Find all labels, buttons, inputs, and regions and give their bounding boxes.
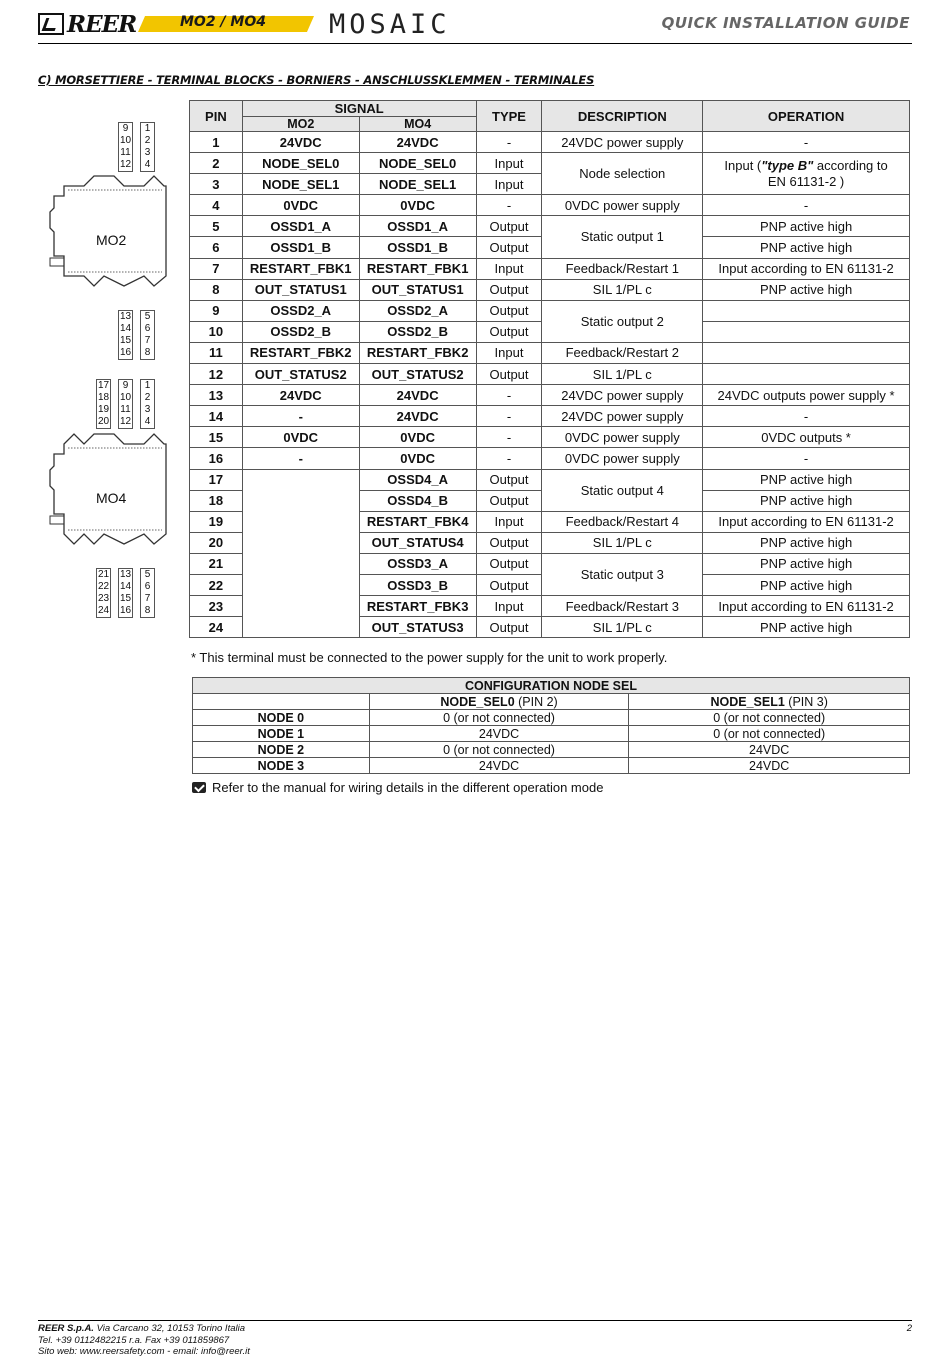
terminal-number: 17 — [97, 380, 110, 391]
node-sel1-cell: 0 (or not connected) — [629, 710, 910, 726]
type-cell: Input — [476, 258, 542, 279]
page-header — [38, 8, 912, 44]
type-cell: - — [476, 195, 542, 216]
mo4-signal-cell: 0VDC — [359, 448, 476, 469]
table-row — [190, 300, 910, 321]
pin-cell: 12 — [190, 364, 243, 385]
operation-cell: Input according to EN 61131-2 — [703, 258, 910, 279]
table-row — [190, 216, 910, 237]
mo2-signal-cell: OUT_STATUS2 — [242, 364, 359, 385]
pin-cell: 11 — [190, 342, 243, 363]
terminal-table-body — [190, 132, 910, 638]
node-label-cell: NODE 1 — [193, 726, 370, 742]
type-cell: Output — [476, 574, 542, 595]
description-cell: 24VDC power supply — [542, 132, 703, 153]
mo4-signal-cell: 24VDC — [359, 132, 476, 153]
terminal-number: 15 — [119, 335, 132, 346]
operation-emphasis: "type B" — [761, 157, 814, 173]
mo2-empty-cell — [242, 469, 359, 638]
config-row — [193, 726, 910, 742]
mo4-terminal-col-bottom-b — [118, 568, 133, 618]
node-label-cell: NODE 0 — [193, 710, 370, 726]
type-cell: Output — [476, 237, 542, 258]
table-row — [190, 364, 910, 385]
node-label-cell: NODE 3 — [193, 758, 370, 774]
pin-cell: 21 — [190, 553, 243, 574]
terminal-number: 18 — [97, 392, 110, 403]
pin-cell: 10 — [190, 321, 243, 342]
mo4-signal-cell: OSSD4_A — [359, 469, 476, 490]
mo4-signal-cell: RESTART_FBK3 — [359, 596, 476, 617]
node-sel0-cell: 0 (or not connected) — [369, 710, 629, 726]
terminal-number: 8 — [144, 347, 151, 358]
footer-address: REER S.p.A. Via Carcano 32, 10153 Torino Italia — [38, 1323, 246, 1334]
table-row — [190, 385, 910, 406]
type-cell: - — [476, 427, 542, 448]
description-cell: 0VDC power supply — [542, 448, 703, 469]
mo2-signal-cell: OSSD2_A — [242, 300, 359, 321]
type-cell: - — [476, 448, 542, 469]
terminal-number: 19 — [97, 404, 110, 415]
operation-cell: Input according to EN 61131-2 — [703, 511, 910, 532]
operation-cell: PNP active high — [703, 216, 910, 237]
mo4-signal-cell: OUT_STATUS4 — [359, 532, 476, 553]
terminal-number: 16 — [119, 605, 132, 616]
description-cell: 0VDC power supply — [542, 427, 703, 448]
pin-cell: 14 — [190, 406, 243, 427]
mo2-terminal-col-top-left — [118, 122, 133, 172]
mo2-signal-cell: RESTART_FBK2 — [242, 342, 359, 363]
description-cell: Static output 3 — [542, 553, 703, 595]
node-sel0-cell: 24VDC — [369, 726, 629, 742]
type-cell: Input — [476, 174, 542, 195]
terminal-number: 9 — [122, 123, 129, 134]
reer-logo-icon — [38, 13, 64, 35]
mo2-signal-cell: - — [242, 406, 359, 427]
reer-logo — [38, 10, 136, 38]
terminal-number: 5 — [144, 311, 151, 322]
mo4-signal-cell: RESTART_FBK1 — [359, 258, 476, 279]
terminal-number: 7 — [144, 335, 151, 346]
node-sel0-cell: 0 (or not connected) — [369, 742, 629, 758]
mo4-signal-cell: OSSD2_B — [359, 321, 476, 342]
pin-cell: 13 — [190, 385, 243, 406]
header-signal: SIGNAL — [242, 101, 476, 117]
pin-cell: 15 — [190, 427, 243, 448]
mo4-signal-cell: OSSD3_A — [359, 553, 476, 574]
config-col-sel1: NODE_SEL1 (PIN 3) — [629, 694, 910, 710]
terminal-number: 12 — [119, 416, 132, 427]
pin-cell: 4 — [190, 195, 243, 216]
mo4-signal-cell: OUT_STATUS3 — [359, 617, 476, 638]
header-type: TYPE — [476, 101, 542, 132]
terminal-number: 22 — [97, 581, 110, 592]
terminal-number: 1 — [144, 380, 151, 391]
type-cell: - — [476, 385, 542, 406]
operation-text: EN 61131-2 ) — [767, 173, 845, 189]
type-cell: Output — [476, 490, 542, 511]
pin-cell: 22 — [190, 574, 243, 595]
table-row — [190, 279, 910, 300]
node-sel0-cell: 24VDC — [369, 758, 629, 774]
terminal-number: 6 — [144, 581, 151, 592]
config-row — [193, 758, 910, 774]
type-cell: Output — [476, 279, 542, 300]
operation-cell: PNP active high — [703, 490, 910, 511]
mo4-terminal-col-top-a — [96, 379, 111, 429]
operation-text: according to — [813, 157, 888, 173]
mo2-signal-cell: OSSD2_B — [242, 321, 359, 342]
operation-cell: - — [703, 195, 910, 216]
table-row — [190, 342, 910, 363]
pin-cell: 7 — [190, 258, 243, 279]
mo2-signal-cell: 0VDC — [242, 427, 359, 448]
mo4-terminal-col-bottom-c — [140, 568, 155, 618]
header-description: DESCRIPTION — [542, 101, 703, 132]
mo2-label: MO2 — [96, 232, 127, 248]
pin-cell: 18 — [190, 490, 243, 511]
mo4-signal-cell: OSSD1_A — [359, 216, 476, 237]
mo2-terminal-col-top-right — [140, 122, 155, 172]
table-row — [190, 406, 910, 427]
terminal-number: 4 — [144, 159, 151, 170]
type-cell: Output — [476, 300, 542, 321]
mo2-signal-cell: - — [242, 448, 359, 469]
mo4-signal-cell: 24VDC — [359, 385, 476, 406]
mo2-signal-cell: 0VDC — [242, 195, 359, 216]
operation-cell: 24VDC outputs power supply * — [703, 385, 910, 406]
header-mo2: MO2 — [242, 117, 359, 132]
terminal-number: 14 — [119, 581, 132, 592]
brand-mosaic: MOSAIC — [329, 9, 451, 40]
description-cell: Feedback/Restart 2 — [542, 342, 703, 363]
mo2-terminal-col-bottom-left — [118, 310, 133, 360]
description-cell: 24VDC power supply — [542, 406, 703, 427]
terminal-number: 10 — [119, 392, 132, 403]
description-cell: Static output 1 — [542, 216, 703, 258]
type-cell: - — [476, 406, 542, 427]
type-cell: Input — [476, 342, 542, 363]
description-cell: SIL 1/PL c — [542, 617, 703, 638]
operation-cell: PNP active high — [703, 279, 910, 300]
mo4-signal-cell: OSSD4_B — [359, 490, 476, 511]
operation-cell: PNP active high — [703, 617, 910, 638]
pin-cell: 23 — [190, 596, 243, 617]
terminal-number: 15 — [119, 593, 132, 604]
pin-cell: 3 — [190, 174, 243, 195]
header-pin: PIN — [190, 101, 243, 132]
note-icon — [192, 782, 206, 793]
config-corner — [193, 694, 370, 710]
mo4-signal-cell: NODE_SEL0 — [359, 153, 476, 174]
type-cell: Output — [476, 364, 542, 385]
operation-cell: 0VDC outputs * — [703, 427, 910, 448]
mo2-signal-cell: 24VDC — [242, 385, 359, 406]
terminal-number: 24 — [97, 605, 110, 616]
pin-cell: 19 — [190, 511, 243, 532]
operation-cell — [703, 153, 910, 195]
mo2-signal-cell: OUT_STATUS1 — [242, 279, 359, 300]
config-table-body — [193, 710, 910, 774]
terminal-number: 7 — [144, 593, 151, 604]
operation-cell — [703, 364, 910, 385]
terminal-number: 23 — [97, 593, 110, 604]
operation-cell: PNP active high — [703, 553, 910, 574]
mo4-signal-cell: OUT_STATUS1 — [359, 279, 476, 300]
page-footer — [38, 1320, 912, 1358]
manual-reference — [192, 780, 603, 795]
config-node-table — [192, 677, 910, 774]
type-cell: Output — [476, 216, 542, 237]
terminal-number: 1 — [144, 123, 151, 134]
type-cell: Output — [476, 321, 542, 342]
terminal-number: 3 — [144, 404, 151, 415]
mo2-signal-cell: RESTART_FBK1 — [242, 258, 359, 279]
mo2-terminal-col-bottom-right — [140, 310, 155, 360]
config-row — [193, 710, 910, 726]
mo4-signal-cell: OSSD3_B — [359, 574, 476, 595]
operation-cell: - — [703, 132, 910, 153]
table-row — [190, 448, 910, 469]
config-title: CONFIGURATION NODE SEL — [193, 678, 910, 694]
description-cell: Static output 2 — [542, 300, 703, 342]
mo4-signal-cell: OSSD1_B — [359, 237, 476, 258]
pin-cell: 2 — [190, 153, 243, 174]
operation-cell — [703, 342, 910, 363]
terminal-number: 13 — [119, 569, 132, 580]
description-cell: 0VDC power supply — [542, 195, 703, 216]
mo2-signal-cell: OSSD1_A — [242, 216, 359, 237]
mo4-signal-cell: OSSD2_A — [359, 300, 476, 321]
description-cell: Feedback/Restart 3 — [542, 596, 703, 617]
description-cell: SIL 1/PL c — [542, 364, 703, 385]
config-row — [193, 742, 910, 758]
type-cell: Output — [476, 532, 542, 553]
terminal-number: 4 — [144, 416, 151, 427]
pin-cell: 16 — [190, 448, 243, 469]
power-note: * This terminal must be connected to the power supply for the unit to work properly. — [191, 650, 668, 665]
logo-text: REER — [67, 10, 137, 38]
operation-cell: PNP active high — [703, 469, 910, 490]
type-cell: Input — [476, 153, 542, 174]
pin-cell: 5 — [190, 216, 243, 237]
mo4-signal-cell: NODE_SEL1 — [359, 174, 476, 195]
header-mo4: MO4 — [359, 117, 476, 132]
table-row — [190, 258, 910, 279]
operation-cell: PNP active high — [703, 574, 910, 595]
terminal-number: 20 — [97, 416, 110, 427]
pin-cell: 20 — [190, 532, 243, 553]
mo4-signal-cell: 0VDC — [359, 195, 476, 216]
terminal-number: 6 — [144, 323, 151, 334]
terminal-number: 10 — [119, 135, 132, 146]
document-title: QUICK INSTALLATION GUIDE — [661, 14, 910, 32]
terminal-number: 12 — [119, 159, 132, 170]
footer-web: Sito web: www.reersafety.com - email: info@reer.it — [38, 1346, 250, 1357]
mo4-terminal-col-top-c — [140, 379, 155, 429]
pin-cell: 24 — [190, 617, 243, 638]
table-row — [190, 469, 910, 490]
terminal-number: 5 — [144, 569, 151, 580]
mo2-signal-cell: 24VDC — [242, 132, 359, 153]
description-cell: Node selection — [542, 153, 703, 195]
table-row — [190, 427, 910, 448]
terminal-table — [189, 100, 910, 638]
mo4-label: MO4 — [96, 490, 127, 506]
terminal-number: 3 — [144, 147, 151, 158]
operation-cell: - — [703, 448, 910, 469]
mo4-signal-cell: 24VDC — [359, 406, 476, 427]
operation-cell: PNP active high — [703, 237, 910, 258]
terminal-number: 21 — [97, 569, 110, 580]
terminal-number: 16 — [119, 347, 132, 358]
node-label-cell: NODE 2 — [193, 742, 370, 758]
type-cell: Output — [476, 553, 542, 574]
operation-cell — [703, 300, 910, 321]
operation-cell: - — [703, 406, 910, 427]
terminal-number: 14 — [119, 323, 132, 334]
terminal-number: 9 — [122, 380, 129, 391]
config-col-sel0: NODE_SEL0 (PIN 2) — [369, 694, 629, 710]
description-cell: Feedback/Restart 1 — [542, 258, 703, 279]
mo4-signal-cell: 0VDC — [359, 427, 476, 448]
section-title: C) MORSETTIERE - TERMINAL BLOCKS - BORNIERS - ANSCHLUSSKLEMMEN - TERMINALES — [38, 73, 595, 87]
operation-cell: Input according to EN 61131-2 — [703, 596, 910, 617]
model-label: MO2 / MO4 — [180, 14, 267, 30]
description-cell: Feedback/Restart 4 — [542, 511, 703, 532]
node-sel1-cell: 24VDC — [629, 742, 910, 758]
footer-phone: Tel. +39 0112482215 r.a. Fax +39 011859867 — [38, 1334, 230, 1346]
pin-cell: 8 — [190, 279, 243, 300]
description-cell: SIL 1/PL c — [542, 532, 703, 553]
terminal-number: 13 — [119, 311, 132, 322]
node-sel1-cell: 0 (or not connected) — [629, 726, 910, 742]
page-number: 2 — [906, 1323, 912, 1334]
type-cell: Input — [476, 511, 542, 532]
mo4-terminal-col-bottom-a — [96, 568, 111, 618]
node-sel1-cell: 24VDC — [629, 758, 910, 774]
mo4-signal-cell: RESTART_FBK2 — [359, 342, 476, 363]
pin-cell: 17 — [190, 469, 243, 490]
mo4-terminal-col-top-b — [118, 379, 133, 429]
type-cell: Output — [476, 469, 542, 490]
table-row — [190, 195, 910, 216]
terminal-number: 11 — [120, 147, 131, 158]
type-cell: Output — [476, 617, 542, 638]
terminal-number: 2 — [144, 135, 151, 146]
type-cell: Input — [476, 596, 542, 617]
pin-cell: 1 — [190, 132, 243, 153]
description-cell: 24VDC power supply — [542, 385, 703, 406]
mo4-signal-cell: OUT_STATUS2 — [359, 364, 476, 385]
mo2-signal-cell: OSSD1_B — [242, 237, 359, 258]
terminal-number: 2 — [144, 392, 151, 403]
pin-cell: 6 — [190, 237, 243, 258]
operation-text: Input ( — [724, 157, 762, 173]
terminal-number: 11 — [120, 404, 131, 415]
operation-cell: PNP active high — [703, 532, 910, 553]
type-cell: - — [476, 132, 542, 153]
pin-cell: 9 — [190, 300, 243, 321]
description-cell: SIL 1/PL c — [542, 279, 703, 300]
manual-reference-text: Refer to the manual for wiring details in the different operation mode — [212, 780, 604, 795]
table-row — [190, 153, 910, 174]
table-row — [190, 132, 910, 153]
mo2-signal-cell: NODE_SEL1 — [242, 174, 359, 195]
header-operation: OPERATION — [703, 101, 910, 132]
mo4-signal-cell: RESTART_FBK4 — [359, 511, 476, 532]
terminal-number: 8 — [144, 605, 151, 616]
mo2-signal-cell: NODE_SEL0 — [242, 153, 359, 174]
operation-cell — [703, 321, 910, 342]
description-cell: Static output 4 — [542, 469, 703, 511]
